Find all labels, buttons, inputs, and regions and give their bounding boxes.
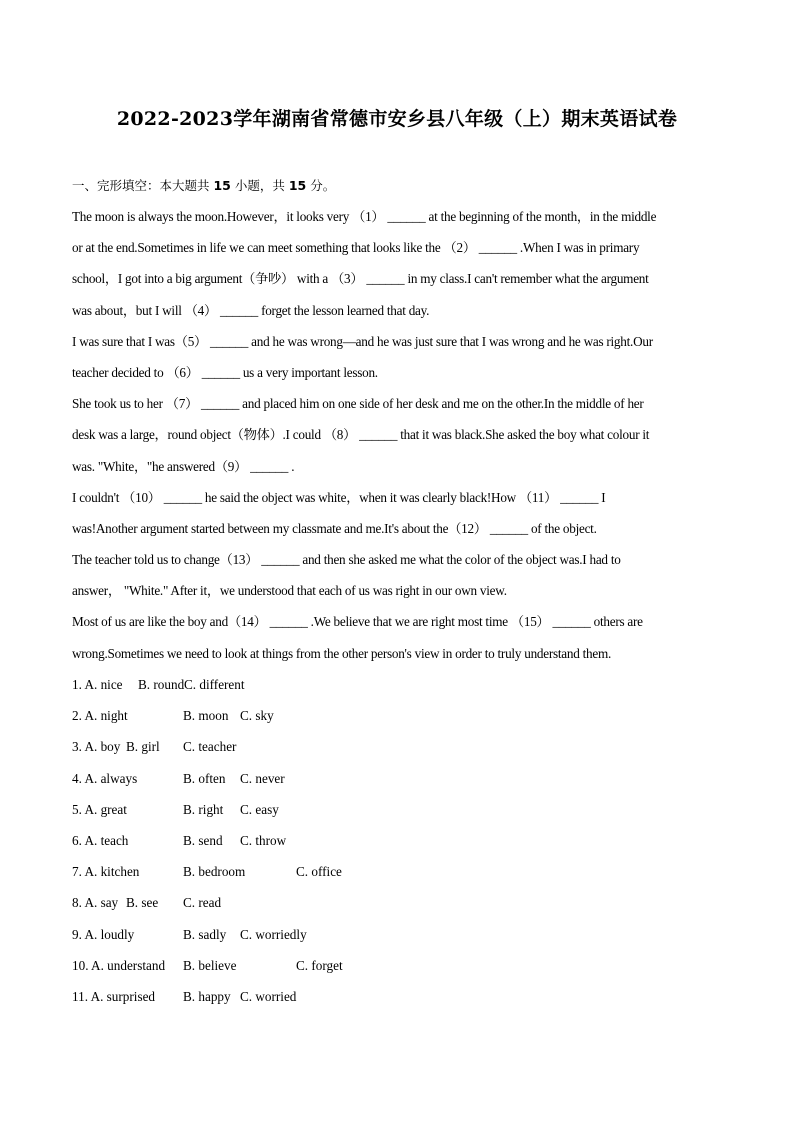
passage-line: teacher decided to （6） ______ us a very important lesson. bbox=[72, 364, 378, 380]
option-row bbox=[72, 763, 722, 794]
option-b: B. send bbox=[183, 832, 223, 848]
option-c: C. never bbox=[240, 770, 285, 786]
option-b: B. girl bbox=[126, 739, 160, 755]
section-heading bbox=[72, 176, 335, 194]
option-row bbox=[72, 950, 722, 981]
option-a: 1. A. nice bbox=[72, 677, 123, 692]
passage-line: Most of us are like the boy and（14） ______ .We believe that we are right most time （15） ______ others are bbox=[72, 614, 643, 630]
option-a: 11. A. surprised bbox=[72, 988, 156, 1004]
option-row bbox=[72, 669, 722, 700]
option-a: 8. A. say bbox=[72, 895, 119, 911]
option-a: 5. A. great bbox=[72, 801, 127, 817]
option-row bbox=[72, 887, 722, 918]
option-a: 10. A. understand bbox=[72, 957, 166, 973]
option-a: 7. A. kitchen bbox=[72, 864, 140, 880]
passage-line: school，I got into a big argument（争吵） with a （3） ______ in my class.I can't remember what the argument bbox=[72, 271, 649, 287]
passage-line: was!Another argument started between my classmate and me.It's about the（12） ______ of the object. bbox=[72, 520, 597, 536]
passage-line: The teacher told us to change（13） ______ and then she asked me what the color of the object was.I had to bbox=[72, 552, 621, 568]
option-b: B. happy bbox=[183, 988, 231, 1004]
option-c: C. different bbox=[184, 677, 245, 692]
question-count: 15 bbox=[213, 178, 231, 193]
option-row bbox=[72, 981, 722, 1012]
option-b: B. bedroom bbox=[183, 864, 246, 880]
passage-line: I couldn't （10） ______ he said the object was white，when it was clearly black!How （11） ______ I bbox=[72, 489, 606, 505]
option-a: 3. A. boy bbox=[72, 739, 121, 755]
option-c: C. sky bbox=[240, 708, 274, 724]
option-c: C. read bbox=[183, 895, 222, 911]
option-b: B. moon bbox=[183, 708, 229, 724]
passage-line: I was sure that I was（5） ______ and he was wrong—and he was just sure that I was wrong and he was right.Our bbox=[72, 333, 653, 349]
option-b: B. right bbox=[183, 801, 224, 817]
score-total: 15 bbox=[288, 178, 307, 193]
option-a: 6. A. teach bbox=[72, 832, 129, 848]
passage-line: She took us to her （7） ______ and placed him on one side of her desk and me on the other.In the middle of her bbox=[72, 396, 644, 412]
option-row bbox=[72, 700, 722, 731]
section-prefix: 一、完形填空：本大题共 bbox=[72, 178, 214, 193]
exam-title: 2022-2023学年湖南省常德市安乡县八年级（上）期末英语试卷 bbox=[116, 108, 678, 130]
option-row bbox=[72, 919, 722, 950]
option-row bbox=[72, 731, 722, 762]
section-mid: 小题，共 bbox=[230, 178, 289, 193]
cloze-passage bbox=[72, 201, 722, 669]
section-suffix: 分。 bbox=[306, 178, 336, 193]
option-c: C. teacher bbox=[183, 739, 237, 755]
option-c: C. office bbox=[296, 864, 342, 880]
option-c: C. easy bbox=[240, 801, 279, 817]
option-b: B. often bbox=[183, 770, 226, 786]
passage-line: was. "White，"he answered（9） ______ . bbox=[72, 458, 295, 474]
option-b: B. sadly bbox=[183, 926, 227, 942]
passage-line: wrong.Sometimes we need to look at things from the other person's view in order to truly understand them. bbox=[72, 645, 612, 661]
option-c: C. worried bbox=[240, 988, 297, 1004]
option-a: 2. A. night bbox=[72, 708, 128, 724]
passage-line: answer， "White." After it，we understood that each of us was right in our own view. bbox=[72, 583, 507, 599]
option-c: C. worriedly bbox=[240, 926, 307, 942]
option-a: 9. A. loudly bbox=[72, 926, 135, 942]
option-a: 4. A. always bbox=[72, 770, 138, 786]
option-c: C. throw bbox=[240, 832, 287, 848]
option-b: B. round bbox=[138, 677, 185, 692]
option-row bbox=[72, 825, 722, 856]
passage-line: was about，but I will （4） ______ forget the lesson learned that day. bbox=[72, 302, 430, 318]
passage-line: or at the end.Sometimes in life we can meet something that looks like the （2） ______ .When I was in primary bbox=[72, 240, 640, 256]
passage-line: The moon is always the moon.However，it looks very （1） ______ at the beginning of the month，in the middle bbox=[72, 209, 657, 224]
option-b: B. see bbox=[126, 895, 159, 911]
option-row bbox=[72, 794, 722, 825]
option-c: C. forget bbox=[296, 957, 343, 973]
passage-line: desk was a large，round object（物体）.I could （8） ______ that it was black.She asked the boy what colour it bbox=[72, 427, 650, 443]
option-row bbox=[72, 856, 722, 887]
option-b: B. believe bbox=[183, 957, 237, 973]
answer-options bbox=[72, 669, 722, 1012]
